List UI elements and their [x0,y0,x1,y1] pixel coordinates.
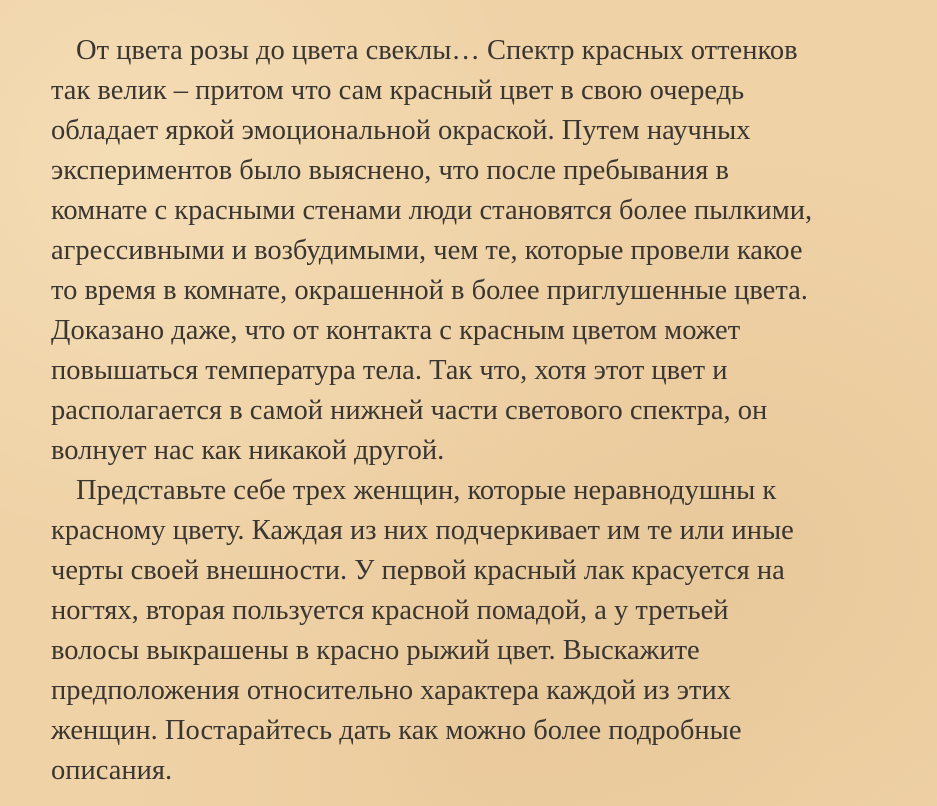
text-line: женщин. Постарайтесь дать как можно более подробные [51,715,742,746]
text-line: Представьте себе трех женщин, которые неравнодушны к [76,475,777,506]
paragraph-1 [51,31,917,471]
text-line: экспериментов было выяснено, что после пребывания в [51,155,729,186]
text-line: повышаться температура тела. Так что, хотя этот цвет и [51,355,728,386]
text-line: так велик – притом что сам красный цвет в свою очередь [51,75,745,106]
text-line: От цвета розы до цвета свеклы… Спектр красных оттенков [76,35,798,66]
text-line: черты своей внешности. У первой красный лак красуется на [51,555,785,586]
paragraph-2 [51,471,917,791]
text-line: волосы выкрашены в красно рыжий цвет. Выскажите [51,635,700,666]
text-line: Доказано даже, что от контакта с красным цветом может [51,315,741,346]
text-line: предположения относительно характера каждой из этих [51,675,731,706]
text-line: ногтях, вторая пользуется красной помадой, а у третьей [51,595,729,626]
text-line: агрессивными и возбудимыми, чем те, которые провели какое [51,235,803,266]
text-line: волнует нас как никакой другой. [51,435,445,466]
text-line: располагается в самой нижней части светового спектра, он [51,395,768,426]
text-line: красному цвету. Каждая из них подчеркивает им те или иные [51,515,794,546]
text-line: описания. [51,755,173,786]
text-line: то время в комнате, окрашенной в более приглушенные цвета. [51,275,808,306]
text-line: обладает яркой эмоциональной окраской. Путем научных [51,115,751,146]
text-line: комнате с красными стенами люди становятся более пылкими, [51,195,813,226]
